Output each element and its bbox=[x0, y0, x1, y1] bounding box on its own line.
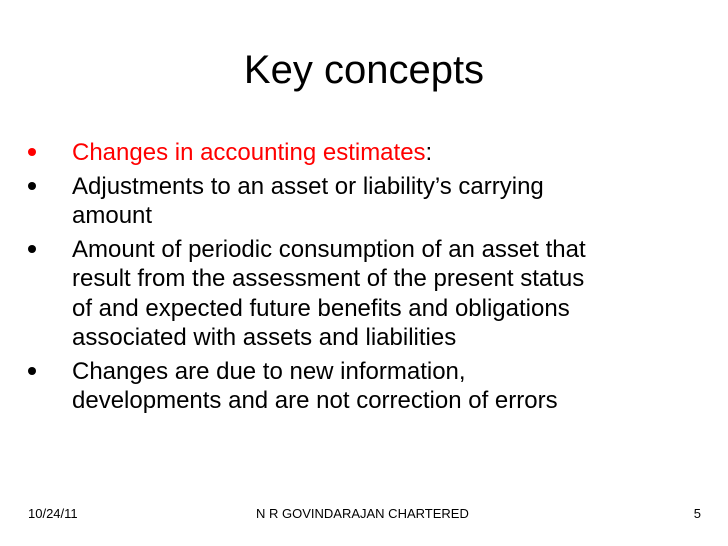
bullet-line: result from the assessment of the present status bbox=[72, 265, 585, 292]
bullet-line: Amount of periodic consumption of an asset that bbox=[72, 235, 586, 263]
bullet-item-new-information bbox=[28, 357, 688, 416]
bullet-line: Adjustments to an asset or liability’s carrying bbox=[72, 172, 544, 200]
bullet-dot-icon bbox=[28, 245, 36, 253]
bullet-item-adjustments bbox=[28, 172, 688, 231]
footer-page-number: 5 bbox=[693, 506, 701, 521]
emphasis-text: Changes in accounting estimates bbox=[72, 139, 426, 166]
bullet-dot-icon bbox=[28, 367, 36, 375]
bullet-line: amount bbox=[72, 202, 153, 229]
bullet-line: of and expected future benefits and obligations bbox=[72, 294, 570, 322]
emphasis-suffix: : bbox=[425, 139, 433, 166]
bullet-line: developments and are not correction of errors bbox=[72, 387, 558, 414]
bullet-list bbox=[28, 138, 688, 420]
slide-title: Key concepts bbox=[243, 48, 485, 92]
footer-center-text: N R GOVINDARAJAN CHARTERED bbox=[256, 506, 469, 521]
bullet-dot-icon bbox=[28, 182, 36, 190]
bullet-dot-icon bbox=[28, 148, 36, 156]
bullet-item-periodic-consumption bbox=[28, 235, 688, 353]
bullet-item-changes-in-estimates bbox=[28, 138, 688, 168]
bullet-line: associated with assets and liabilities bbox=[72, 324, 457, 351]
bullet-line: Changes are due to new information, bbox=[72, 357, 466, 385]
footer-date: 10/24/11 bbox=[28, 506, 78, 521]
